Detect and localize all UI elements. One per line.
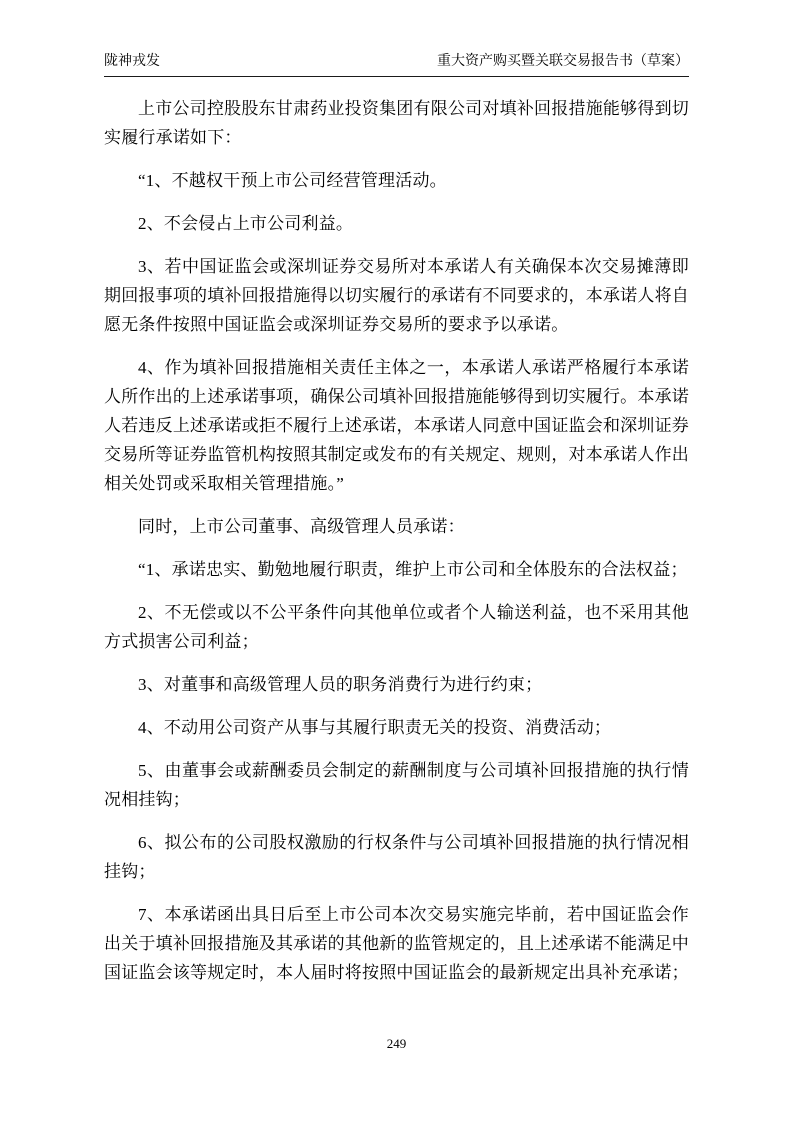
page-number: 249 — [386, 1036, 407, 1051]
paragraph-intro: 上市公司控股股东甘肃药业投资集团有限公司对填补回报措施能够得到切实履行承诺如下： — [104, 99, 689, 147]
paragraph-item-1: “1、不越权干预上市公司经营管理活动。 — [138, 171, 447, 190]
document-body — [104, 94, 689, 1001]
paragraph-item-2-2: 2、不无偿或以不公平条件向其他单位或者个人输送利益，也不采用其他方式损害公司利益； — [104, 603, 689, 651]
page-header — [104, 53, 689, 77]
paragraph-item-3: 3、若中国证监会或深圳证券交易所对本承诺人有关确保本次交易摊薄即期回报事项的填补回报措施得以切实履行的承诺有不同要求的，本承诺人将自愿无条件按照中国证监会或深圳证券交易所的要求予以承诺。 — [104, 257, 689, 334]
paragraph-item-2-3: 3、对董事和高级管理人员的职务消费行为进行约束； — [138, 675, 543, 694]
header-left-title: 陇神戎发 — [104, 54, 160, 69]
paragraph-item-2: 2、不会侵占上市公司利益。 — [138, 214, 354, 233]
paragraph-item-2-1: “1、承诺忠实、勤勉地履行职责，维护上市公司和全体股东的合法权益； — [138, 560, 688, 579]
paragraph-item-4: 4、作为填补回报措施相关责任主体之一，本承诺人承诺严格履行本承诺人所作出的上述承诺事项，确保公司填补回报措施能够得到切实履行。本承诺人若违反上述承诺或拒不履行上述承诺，本承诺人同意中国证监会和深圳证券交易所等证券监管机构按照其制定或发布的有关规定、规则，对本承诺人作出相关处罚或采取相关管理措施。” — [104, 358, 689, 493]
paragraph-item-2-7: 7、本承诺函出具日后至上市公司本次交易实施完毕前，若中国证监会作出关于填补回报措施及其承诺的其他新的监管规定的，且上述承诺不能满足中国证监会该等规定时，本人届时将按照中国证监会的最新规定出具补充承诺； — [104, 905, 689, 982]
paragraph-item-2-5: 5、由董事会或薪酬委员会制定的薪酬制度与公司填补回报措施的执行情况相挂钩； — [104, 761, 689, 809]
paragraph-item-2-4: 4、不动用公司资产从事与其履行职责无关的投资、消费活动； — [138, 718, 612, 737]
paragraph-item-2-6: 6、拟公布的公司股权激励的行权条件与公司填补回报措施的执行情况相挂钩； — [104, 833, 689, 881]
paragraph-intro-2: 同时，上市公司董事、高级管理人员承诺： — [138, 517, 465, 536]
header-right-title: 重大资产购买暨关联交易报告书（草案） — [437, 54, 689, 69]
page-footer — [0, 1036, 793, 1052]
